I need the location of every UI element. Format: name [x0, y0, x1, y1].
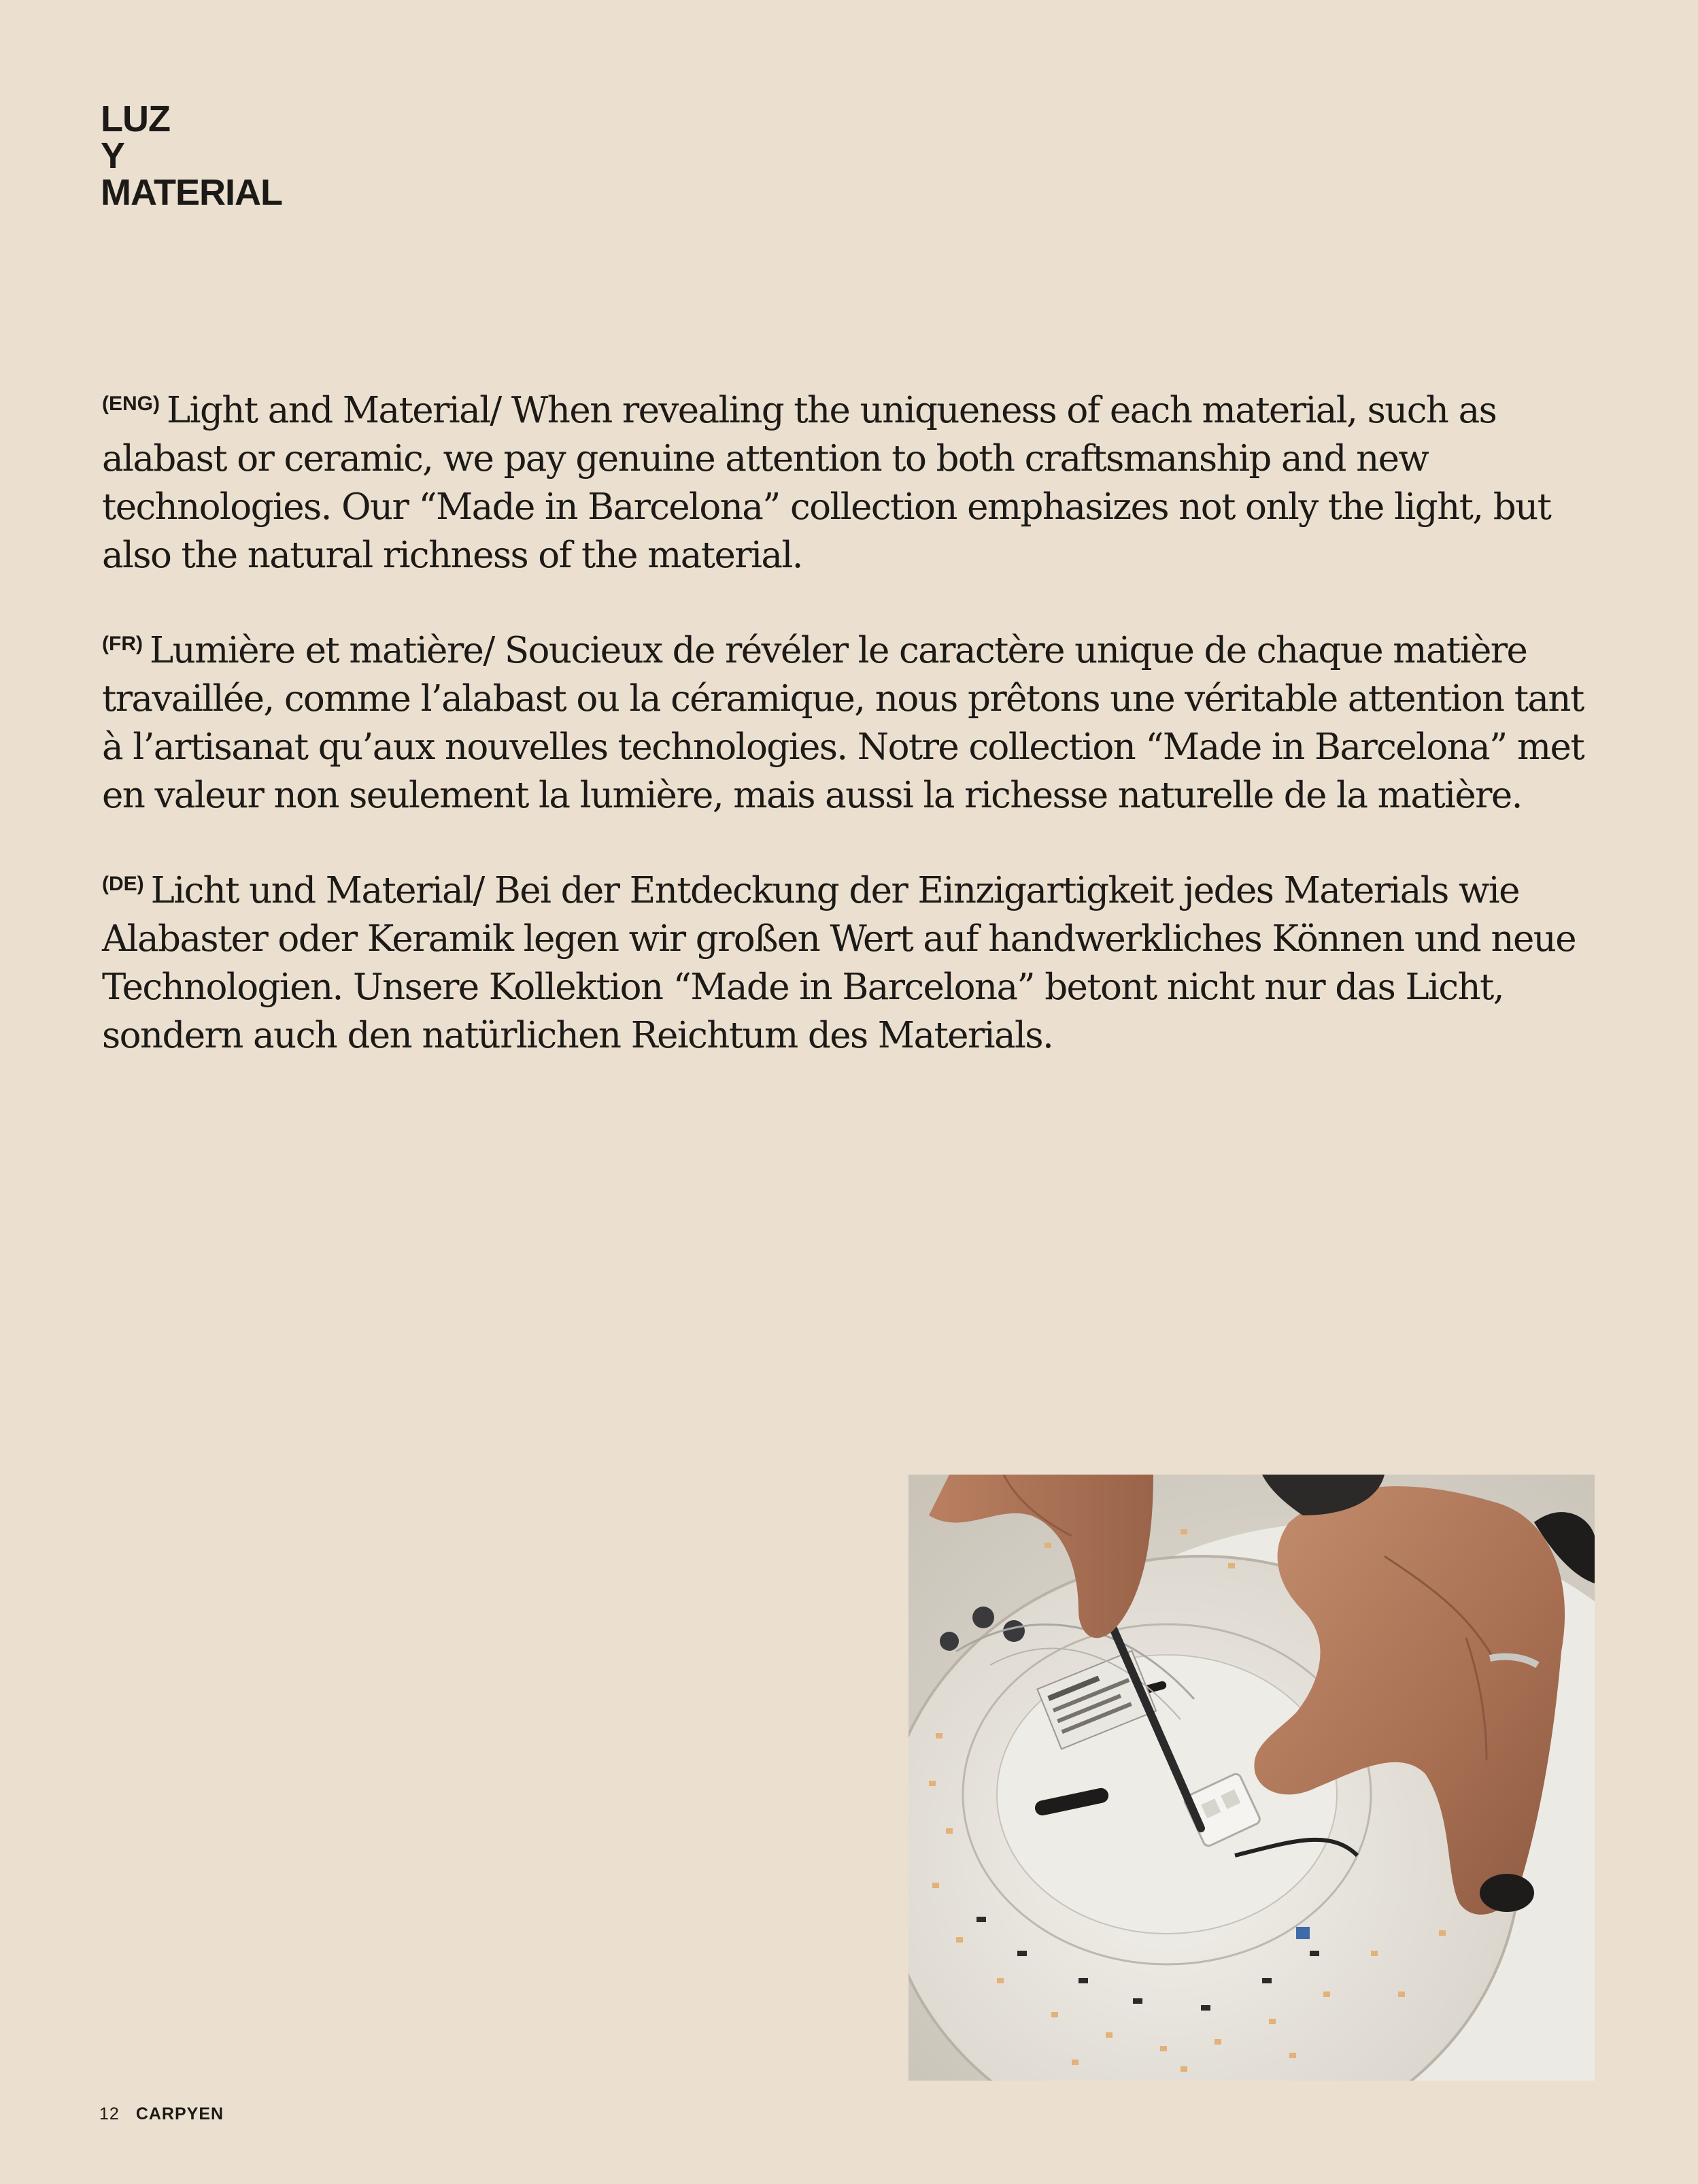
brand-name: CARPYEN	[135, 2104, 224, 2123]
title-line-1: LUZ	[101, 99, 170, 139]
paragraph-german-text: Licht und Material/ Bei der Entdeckung der Einzigartigkeit jedes Materials wie Alabaster oder Keramik legen wir großen Wert auf handwerkliches Können und neue Technologien. Unsere Kollektion “Made in Barcelona” betont nicht nur das Licht, sondern auch den natürlichen Reichtum des Materials.	[102, 870, 1576, 1056]
page-footer	[99, 2104, 224, 2124]
language-tag-de: (DE)	[102, 873, 144, 895]
paragraph-french-text: Lumière et matière/ Soucieux de révéler le caractère unique de chaque matière travaillée, comme l’alabast ou la céramique, nous prêtons une véritable attention tant à l’artisanat qu’aux nouvelles technologies. Notre collection “Made in Barcelona” met en valeur non seulement la lumière, mais aussi la richesse naturelle de la matière.	[102, 630, 1584, 816]
page-title	[101, 101, 282, 211]
page-number: 12	[99, 2104, 120, 2123]
title-line-2: Y	[101, 135, 125, 176]
craftsman-assembly-photo	[909, 1475, 1595, 2081]
paragraph-german	[102, 860, 1612, 1060]
paragraph-english	[102, 380, 1612, 579]
title-line-3: MATERIAL	[101, 172, 282, 213]
language-tag-eng: (ENG)	[102, 392, 160, 415]
paragraph-english-text: Light and Material/ When revealing the uniqueness of each material, such as alabast or ceramic, we pay genuine attention to both craftsmanship and new technologies. Our “Made in Barcelona” collection emphasizes not only the light, but also the natural richness of the material.	[102, 390, 1551, 576]
paragraph-french	[102, 620, 1612, 820]
language-tag-fr: (FR)	[102, 633, 143, 655]
